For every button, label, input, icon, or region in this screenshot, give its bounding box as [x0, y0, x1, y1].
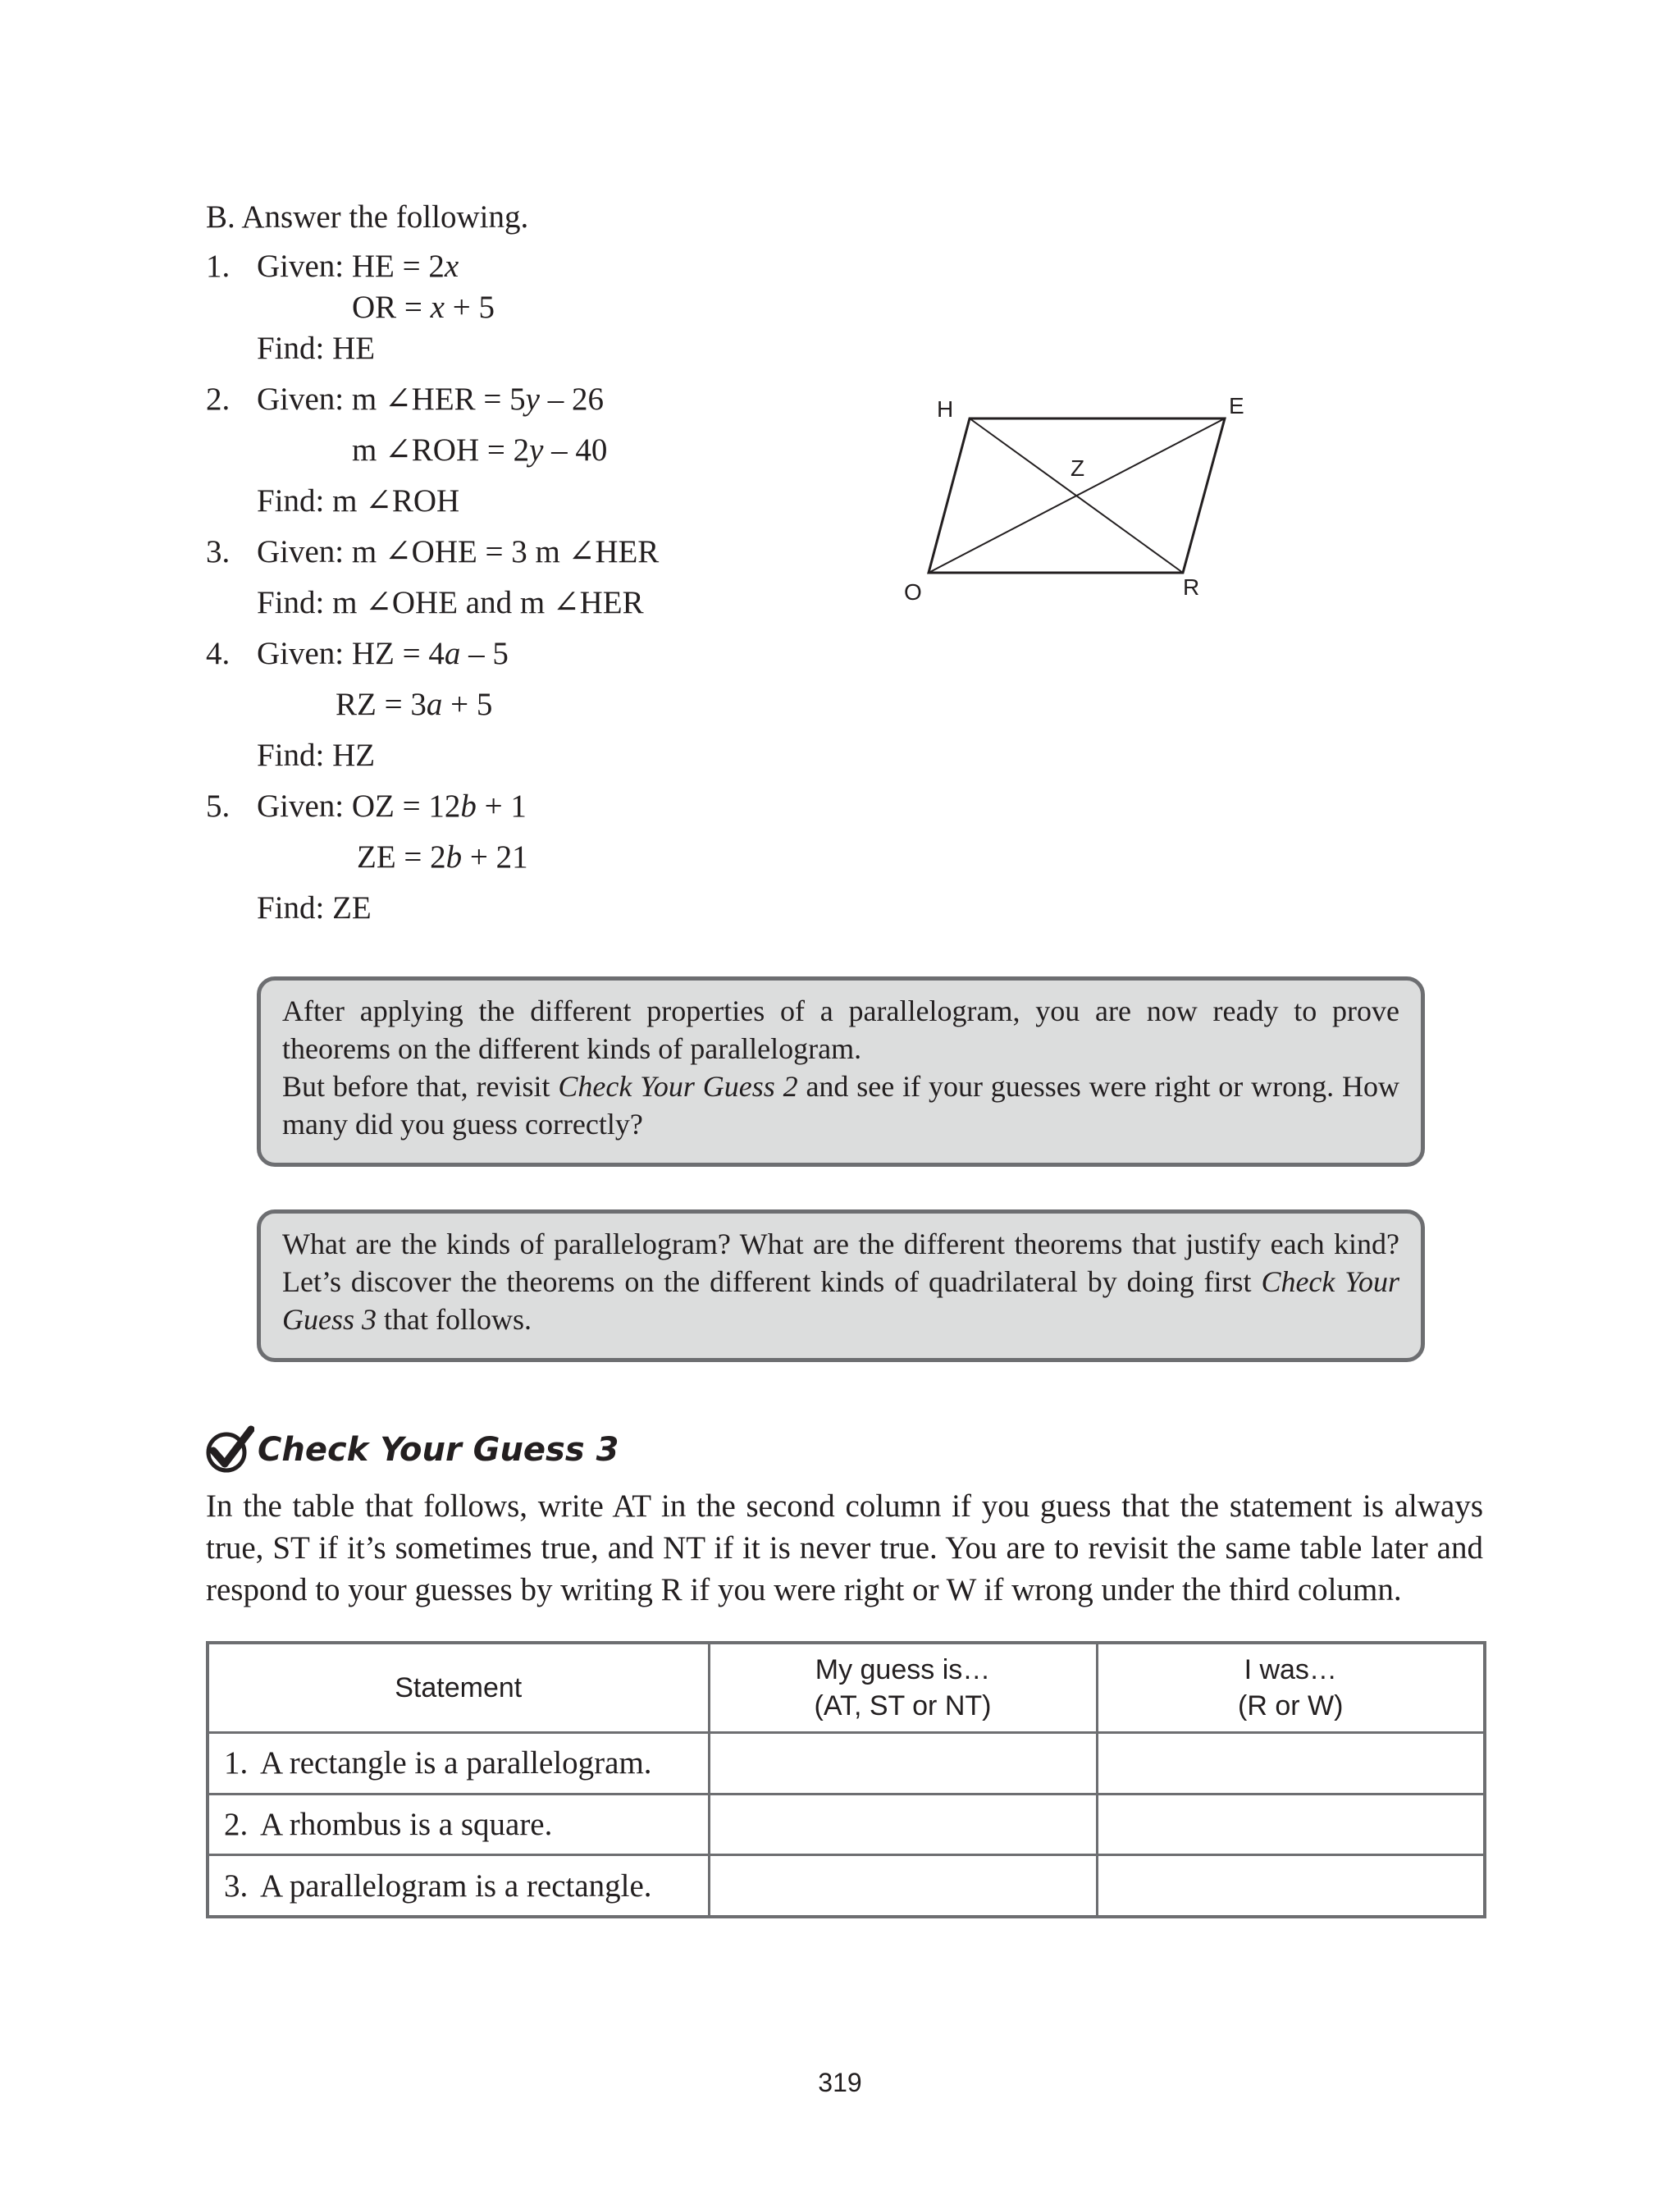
- given-text: OR =: [352, 290, 431, 325]
- vertex-label-o: O: [904, 579, 922, 605]
- callout-text-part: What are the kinds of parallelogram? What are the different theorems that justify each kind? Let’s discover the theorems on the different kinds of quadrilateral by doing first: [282, 1228, 1399, 1298]
- header-line: My guess is…: [815, 1654, 991, 1685]
- callout-text: [282, 1225, 1399, 1338]
- column-header-guess: [709, 1643, 1097, 1733]
- table-header-row: [208, 1643, 1485, 1733]
- table-row: [208, 1733, 1485, 1795]
- given-text: + 21: [462, 839, 528, 875]
- guess-cell[interactable]: [709, 1794, 1097, 1855]
- problem-number: 5.: [206, 789, 231, 824]
- page-number: 319: [818, 2068, 862, 2097]
- given-text: Given: m ∠OHE = 3 m ∠HER: [257, 534, 660, 569]
- callout-text: After applying the different properties of a parallelogram, you are now ready to prove theorems on the different kinds of parallelogram.: [282, 994, 1399, 1065]
- vertex-label-z: Z: [1071, 455, 1085, 481]
- variable: b: [460, 789, 477, 824]
- problem-5-given-2: [357, 837, 528, 878]
- statement-cell: [208, 1794, 709, 1855]
- check-mark-icon: [203, 1424, 254, 1475]
- instructions-paragraph: In the table that follows, write AT in the second column if you guess that the statement is always true, ST if it’s sometimes true, and NT if it is never true. You are to revisit the same table later and respond to your guesses by writing R if you were right or W if wrong under the third column.: [206, 1488, 1483, 1607]
- given-text: + 1: [476, 789, 527, 824]
- column-header-was: [1097, 1643, 1485, 1733]
- column-header-statement: Statement: [208, 1643, 709, 1733]
- given-text: – 5: [460, 636, 509, 671]
- problem-number: 3.: [206, 534, 231, 569]
- variable: a: [444, 636, 461, 671]
- callout-box-2: [257, 1209, 1425, 1362]
- callout-text-part: that follows.: [377, 1303, 532, 1336]
- problem-5-find: Find: ZE: [257, 890, 372, 926]
- callout-text-2: [282, 1068, 1399, 1143]
- given-text: m ∠ROH = 2: [352, 432, 530, 468]
- variable: x: [430, 290, 445, 325]
- variable: b: [445, 839, 463, 875]
- vertex-label-e: E: [1229, 394, 1244, 418]
- problem-2-find: Find: m ∠ROH: [257, 483, 460, 519]
- callout-text-part: and see if your guesses were right or wrong. How many did you guess correctly?: [282, 1070, 1399, 1141]
- vertex-label-r: R: [1183, 574, 1200, 600]
- callout-emphasis: Check Your Guess 3: [282, 1265, 1399, 1336]
- statement-cell: [208, 1855, 709, 1917]
- problem-number: 2.: [206, 382, 231, 417]
- problem-2-given-2: [352, 430, 607, 471]
- statement-cell: [208, 1733, 709, 1795]
- problem-1-given-2: [352, 287, 495, 328]
- statement-text: A parallelogram is a rectangle.: [260, 1868, 652, 1904]
- problem-4-given-2: [336, 684, 492, 725]
- given-text: ZE = 2: [357, 839, 446, 875]
- statement-text: A rhombus is a square.: [260, 1806, 553, 1842]
- problem-1-find: Find: HE: [257, 331, 376, 366]
- variable: y: [529, 432, 544, 468]
- given-text: – 40: [543, 432, 608, 468]
- row-number: 2.: [224, 1806, 249, 1842]
- was-cell[interactable]: [1097, 1733, 1485, 1795]
- given-text: + 5: [444, 290, 495, 325]
- check-your-guess-heading: [203, 1421, 619, 1479]
- table-row: [208, 1855, 1485, 1917]
- given-text: + 5: [442, 687, 493, 722]
- parallelogram-figure: [894, 394, 1271, 615]
- table-row: [208, 1794, 1485, 1855]
- variable: y: [525, 382, 540, 417]
- parallelogram-diagram: [894, 394, 1271, 615]
- given-text: RZ = 3: [336, 687, 427, 722]
- variable: x: [444, 249, 459, 284]
- problem-3-find: Find: m ∠OHE and m ∠HER: [257, 585, 644, 620]
- given-text: – 26: [539, 382, 604, 417]
- diagonal-oe: [929, 418, 1225, 573]
- callout-emphasis: Check Your Guess 2: [558, 1070, 798, 1103]
- was-cell[interactable]: [1097, 1855, 1485, 1917]
- given-text: Given: OZ = 12: [257, 789, 461, 824]
- vertex-label-h: H: [937, 396, 954, 422]
- given-text: Given: HE = 2: [257, 249, 445, 284]
- guess-table: [206, 1641, 1486, 1918]
- guess-cell[interactable]: [709, 1855, 1097, 1917]
- problem-4-find: Find: HZ: [257, 738, 376, 773]
- callout-box-1: [257, 976, 1425, 1167]
- problem-number: 1.: [206, 249, 231, 284]
- section-heading: Check Your Guess 3: [258, 1431, 619, 1469]
- was-cell[interactable]: [1097, 1794, 1485, 1855]
- section-title: B. Answer the following.: [206, 199, 529, 235]
- header-line: (AT, ST or NT): [814, 1690, 992, 1721]
- header-line: I was…: [1244, 1654, 1337, 1685]
- given-text: Given: HZ = 4: [257, 636, 445, 671]
- row-number: 3.: [224, 1868, 249, 1904]
- callout-text-part: But before that, revisit: [282, 1070, 559, 1103]
- problem-number: 4.: [206, 636, 231, 671]
- variable: a: [426, 687, 443, 722]
- given-text: Given: m ∠HER = 5: [257, 382, 526, 417]
- row-number: 1.: [224, 1745, 249, 1781]
- header-line: (R or W): [1238, 1690, 1344, 1721]
- guess-cell[interactable]: [709, 1733, 1097, 1795]
- statement-text: A rectangle is a parallelogram.: [260, 1745, 652, 1781]
